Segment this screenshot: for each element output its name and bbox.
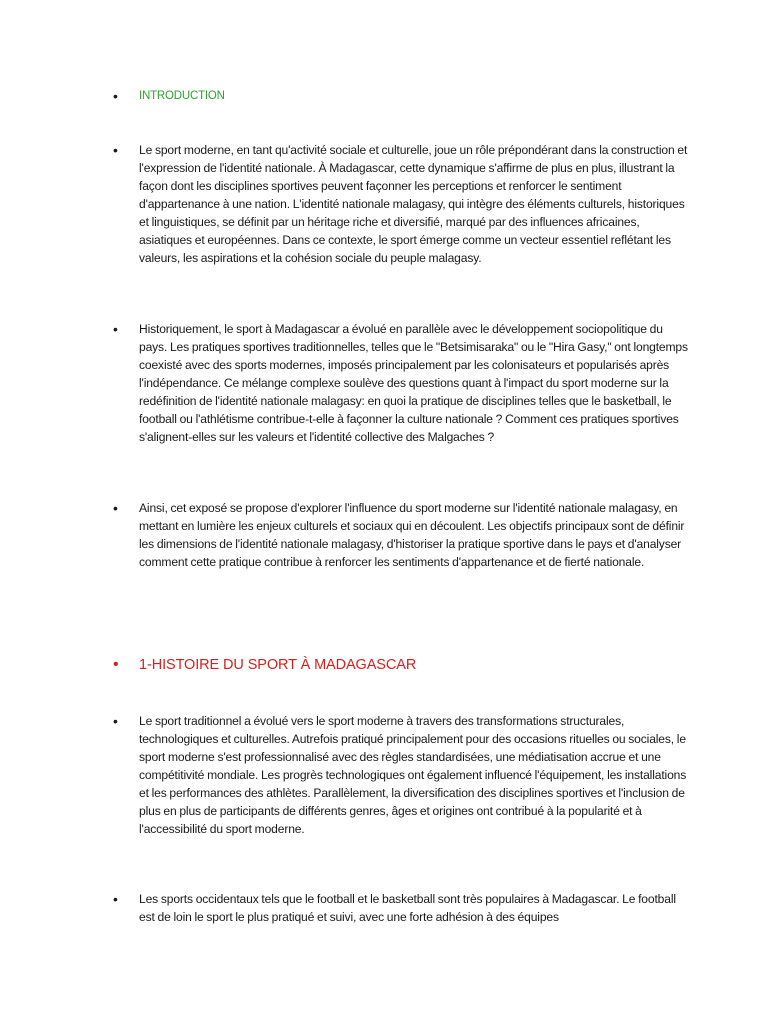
paragraph-item <box>113 890 693 926</box>
bullet-icon: • <box>113 891 118 907</box>
paragraph-text: Le sport traditionnel a évolué vers le sport moderne à travers des transformations structurales, technologiques et culturelles. Autrefois pratiqué principalement pour des occasions rituelles ou sociales, le sport moderne s'est professionnalisé avec des règles standardisées, une médiatisation accrue et une compétitivité mondiale. Les progrès technologiques ont également influencé l'équipement, les installations et les performances des athlètes. Parallèlement, la diversification des disciplines sportives et l'inclusion de plus en plus de participants de différents genres, âges et origines ont contribué à la popularité et à l'accessibilité du sport moderne. <box>139 714 687 836</box>
bullet-icon: • <box>113 656 119 673</box>
paragraph-item <box>113 141 693 267</box>
bullet-icon: • <box>113 500 118 516</box>
paragraph-text: Ainsi, cet exposé se propose d'explorer l'influence du sport moderne sur l'identité nationale malagasy, en mettant en lumière les enjeux culturels et sociaux qui en découlent. Les objectifs principaux sont de définir les dimensions de l'identité nationale malagasy, d'historiser la pratique sportive dans le pays et d'analyser comment cette pratique contribue à renforcer les sentiments d'appartenance et de fierté nationale. <box>139 501 685 569</box>
bullet-icon: • <box>113 142 118 158</box>
bullet-icon: • <box>113 713 118 729</box>
paragraph-item <box>113 712 693 838</box>
bullet-icon: • <box>113 88 118 104</box>
paragraph-item <box>113 499 693 571</box>
introduction-label: INTRODUCTION <box>139 90 225 102</box>
paragraph-text: Historiquement, le sport à Madagascar a évolué en parallèle avec le développement sociopolitique du pays. Les pratiques sportives traditionnelles, telles que le "Betsimisaraka" ou le "Hira Gasy," ont longtemps coexisté avec des sports modernes, imposés principalement par les colonisateurs et popularisés après l'indépendance. Ce mélange complexe soulève des questions quant à l'impact du sport moderne sur la redéfinition de l'identité nationale malagasy: en quoi la pratique de disciplines telles que le basketball, le football ou l'athlétisme contribue-t-elle à façonner la culture nationale ? Comment ces pratiques sportives s'alignent-elles sur les valeurs et l'identité collective des Malgaches ? <box>139 322 688 444</box>
paragraph-item <box>113 320 693 446</box>
introduction-item <box>113 87 693 105</box>
section-heading-item <box>113 654 693 676</box>
section-heading: 1-HISTOIRE DU SPORT À MADAGASCAR <box>139 657 417 673</box>
paragraph-text: Le sport moderne, en tant qu'activité sociale et culturelle, joue un rôle prépondérant dans la construction et l'expression de l'identité nationale. À Madagascar, cette dynamique s'affirme de plus en plus, illustrant la façon dont les disciplines sportives peuvent façonner les perceptions et renforcer le sentiment d'appartenance à une nation. L'identité nationale malagasy, qui intègre des éléments culturels, historiques et linguistiques, se définit par un héritage riche et diversifié, marqué par des influences africaines, asiatiques et européennes. Dans ce contexte, le sport émerge comme un vecteur essentiel reflétant les valeurs, les aspirations et la cohésion sociale du peuple malagasy. <box>139 143 688 265</box>
bullet-icon: • <box>113 321 118 337</box>
paragraph-text: Les sports occidentaux tels que le football et le basketball sont très populaires à Madagascar. Le football est de loin le sport le plus pratiqué et suivi, avec une forte adhésion à des équipes <box>139 892 676 924</box>
